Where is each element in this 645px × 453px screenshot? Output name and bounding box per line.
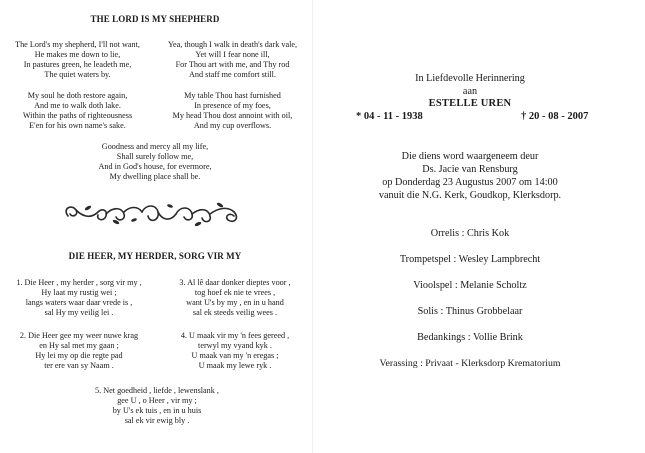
- afrikaans-verse-3: [160, 278, 310, 318]
- afrikaans-verse-4: [160, 331, 310, 371]
- flourish-icon: [58, 200, 248, 228]
- text-line: 3. Al lê daar donker dieptes voor ,: [179, 278, 291, 287]
- text-line: Die diens word waargeneem deur: [401, 151, 539, 162]
- text-line: by U's ek tuis , en in u huis: [112, 406, 202, 415]
- text-line: Shall surely follow me,: [116, 152, 194, 161]
- english-verse-4: [150, 91, 315, 131]
- text-line: sal ek vir ewig bly .: [124, 416, 190, 425]
- text-line: My dwelling place shall be.: [109, 172, 201, 181]
- text-line: 4. U maak vir my 'n fees gereed ,: [180, 331, 290, 340]
- text-line: op Donderdag 23 Augustus 2007 om 14:00: [382, 177, 558, 188]
- english-verse-1: [0, 40, 155, 80]
- english-psalm-title: THE LORD IS MY SHEPHERD: [90, 14, 220, 24]
- thanks: Bedankings : Vollie Brink: [417, 332, 523, 343]
- text-line: My head Thou dost annoint with oil,: [172, 111, 293, 120]
- text-line: He makes me down to lie,: [34, 50, 121, 59]
- violin: Vioolspel : Melanie Scholtz: [413, 280, 527, 291]
- text-line: Yea, though I walk in death's dark vale,: [167, 40, 298, 49]
- text-line: 1. Die Heer , my herder , sorg vir my ,: [16, 278, 142, 287]
- text-line: gee U , o Heer , vir my ;: [117, 396, 197, 405]
- text-line: The Lord's my shepherd, I'll not want,: [15, 40, 140, 49]
- text-line: Ds. Jacie van Rensburg: [422, 164, 518, 175]
- text-line: The quiet waters by.: [44, 70, 111, 79]
- english-verse-3: [150, 40, 315, 80]
- text-line: want U's by my , en in u hand: [186, 298, 284, 307]
- text-line: 5. Net goedheid , liefde , lewenslank ,: [95, 386, 219, 395]
- text-line: U maak my lewe ryk .: [198, 361, 272, 370]
- text-line: Hy lei my op die regte pad: [35, 351, 123, 360]
- text-line: vanuit die N.G. Kerk, Goudkop, Klerksdorp.: [378, 190, 562, 201]
- text-line: sal ek steeds veilig wees .: [192, 308, 278, 317]
- text-line: In pastures green, he leadeth me,: [23, 60, 132, 69]
- memory-heading: In Liefdevolle Herinnering: [415, 73, 525, 84]
- text-line: langs waters waar daar vrede is ,: [25, 298, 133, 307]
- text-line: en Hy sal met my gaan ;: [39, 341, 119, 350]
- text-line: ter ere van sy Naam .: [44, 361, 114, 370]
- memory-aan: aan: [462, 86, 478, 97]
- text-line: Within the paths of righteousness: [22, 111, 133, 120]
- text-line: Goodness and mercy all my life,: [101, 142, 209, 151]
- service-details: [340, 150, 600, 202]
- cremation: Verassing : Privaat - Klerksdorp Krematorium: [379, 358, 561, 369]
- text-line: 2. Die Heer gee my weer nuwe krag: [19, 331, 139, 340]
- trumpet: Trompetspel : Wesley Lampbrecht: [399, 254, 541, 265]
- organist: Orrelis : Chris Kok: [430, 228, 510, 239]
- text-line: U maak van my 'n eregas ;: [191, 351, 279, 360]
- text-line: sal Hy my veilig lei .: [44, 308, 114, 317]
- text-line: E'en for his own name's sake.: [29, 121, 126, 130]
- text-line: And me to walk doth lake.: [34, 101, 121, 110]
- text-line: My table Thou hast furnished: [184, 91, 281, 100]
- deceased-name: ESTELLE UREN: [428, 98, 512, 109]
- soloist: Solis : Thinus Grobbelaar: [417, 306, 523, 317]
- english-verse-2: [0, 91, 155, 131]
- text-line: Yet will I fear none ill,: [195, 50, 270, 59]
- text-line: terwyl my vyand kyk .: [198, 341, 272, 350]
- afrikaans-verse-1: [4, 278, 154, 318]
- decorative-flourish: [58, 200, 248, 228]
- afrikaans-verse-2: [4, 331, 154, 371]
- text-line: And in God's house, for evermore,: [98, 162, 212, 171]
- afrikaans-verse-5: [82, 386, 232, 426]
- birth-date: * 04 - 11 - 1938: [356, 111, 423, 122]
- text-line: In presence of my foes,: [194, 101, 271, 110]
- text-line: And staff me comfort still.: [189, 70, 276, 79]
- text-line: tog hoef ek nie te vrees ,: [194, 288, 276, 297]
- text-line: Hy laat my rustig wei ;: [41, 288, 117, 297]
- death-date: † 20 - 08 - 2007: [521, 111, 589, 122]
- afrikaans-psalm-title: DIE HEER, MY HERDER, SORG VIR MY: [68, 251, 242, 261]
- text-line: For Thou art with me, and Thy rod: [175, 60, 290, 69]
- english-verse-5: [60, 142, 250, 182]
- text-line: And my cup overflows.: [193, 121, 272, 130]
- text-line: My soul he doth restore again,: [27, 91, 128, 100]
